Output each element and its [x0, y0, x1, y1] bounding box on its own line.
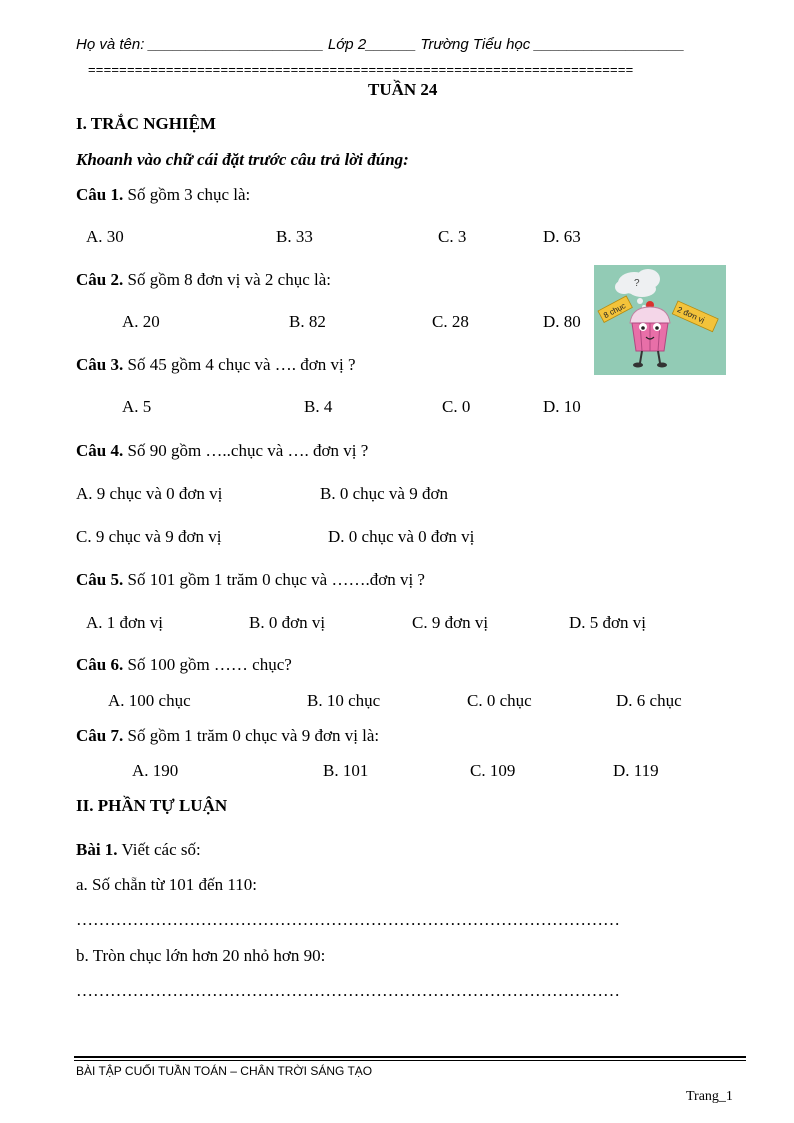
question-7: Câu 7. Số gồm 1 trăm 0 chục và 9 đơn vị là:: [76, 726, 380, 745]
answer-line-a[interactable]: ……………………………………………………………………………………: [76, 910, 620, 929]
separator-line: ======================================================================: [88, 62, 634, 77]
footer-rule-thick: [74, 1056, 746, 1058]
question-2: Câu 2. Số gồm 8 đơn vị và 2 chục là:: [76, 270, 332, 289]
q2-option-d: D. 80: [543, 312, 581, 331]
q5-option-b: B. 0 đơn vị: [249, 613, 326, 632]
q5-option-a: A. 1 đơn vị: [86, 613, 163, 632]
question-5: Câu 5. Số 101 gồm 1 trăm 0 chục và …….đơn vị ?: [76, 570, 425, 589]
exercise-1: Bài 1. Viết các số:: [76, 840, 201, 859]
section1-instruction: Khoanh vào chữ cái đặt trước câu trả lời đúng:: [76, 150, 409, 169]
q4-option-b: B. 0 chục và 9 đơn: [320, 484, 448, 503]
page-number: Trang_1: [686, 1089, 733, 1104]
question-4: Câu 4. Số 90 gồm …..chục và …. đơn vị ?: [76, 441, 369, 460]
answer-line-b[interactable]: ……………………………………………………………………………………: [76, 981, 620, 1000]
q7-option-a: A. 190: [132, 761, 179, 780]
q4-option-a: A. 9 chục và 0 đơn vị: [76, 484, 223, 503]
q7-option-d: D. 119: [613, 761, 659, 780]
q6-option-a: A. 100 chục: [108, 691, 191, 710]
q1-option-c: C. 3: [438, 227, 467, 246]
exercise-1a: a. Số chẵn từ 101 đến 110:: [76, 875, 257, 894]
footer-rule-thin: [74, 1060, 746, 1061]
cupcake-illustration: [594, 265, 726, 375]
q3-option-b: B. 4: [304, 397, 333, 416]
week-title: TUẦN 24: [368, 80, 438, 99]
q3-option-a: A. 5: [122, 397, 152, 416]
q1-option-a: A. 30: [86, 227, 124, 246]
q5-option-d: D. 5 đơn vị: [569, 613, 646, 632]
student-info-line: Họ và tên: _____________________ Lớp 2______ Trường Tiểu học __________________: [76, 36, 685, 53]
q6-option-b: B. 10 chục: [307, 691, 381, 710]
question-3: Câu 3. Số 45 gồm 4 chục và …. đơn vị ?: [76, 355, 356, 374]
q7-option-b: B. 101: [323, 761, 369, 780]
q1-option-b: B. 33: [276, 227, 313, 246]
q5-option-c: C. 9 đơn vị: [412, 613, 489, 632]
q7-option-c: C. 109: [470, 761, 516, 780]
question-6: Câu 6. Số 100 gồm …… chục?: [76, 655, 292, 674]
q4-option-c: C. 9 chục và 9 đơn vị: [76, 527, 222, 546]
q1-option-d: D. 63: [543, 227, 581, 246]
q6-option-c: C. 0 chục: [467, 691, 532, 710]
svg-text:8 chục: 8 chục: [602, 301, 628, 321]
q2-option-b: B. 82: [289, 312, 326, 331]
exercise-1b: b. Tròn chục lớn hơn 20 nhỏ hơn 90:: [76, 946, 326, 965]
q3-option-c: C. 0: [442, 397, 471, 416]
section2-title: II. PHẦN TỰ LUẬN: [76, 796, 228, 815]
q2-option-c: C. 28: [432, 312, 469, 331]
section1-title: I. TRẮC NGHIỆM: [76, 114, 216, 133]
question-1: Câu 1. Số gồm 3 chục là:: [76, 185, 251, 204]
q6-option-d: D. 6 chục: [616, 691, 682, 710]
svg-text:2 đơn vị: 2 đơn vị: [675, 304, 706, 325]
svg-text:?: ?: [634, 278, 640, 289]
footer-title: BÀI TẬP CUỐI TUẦN TOÁN – CHÂN TRỜI SÁNG TẠO: [76, 1064, 373, 1078]
q2-option-a: A. 20: [122, 312, 160, 331]
q3-option-d: D. 10: [543, 397, 581, 416]
q4-option-d: D. 0 chục và 0 đơn vị: [328, 527, 475, 546]
